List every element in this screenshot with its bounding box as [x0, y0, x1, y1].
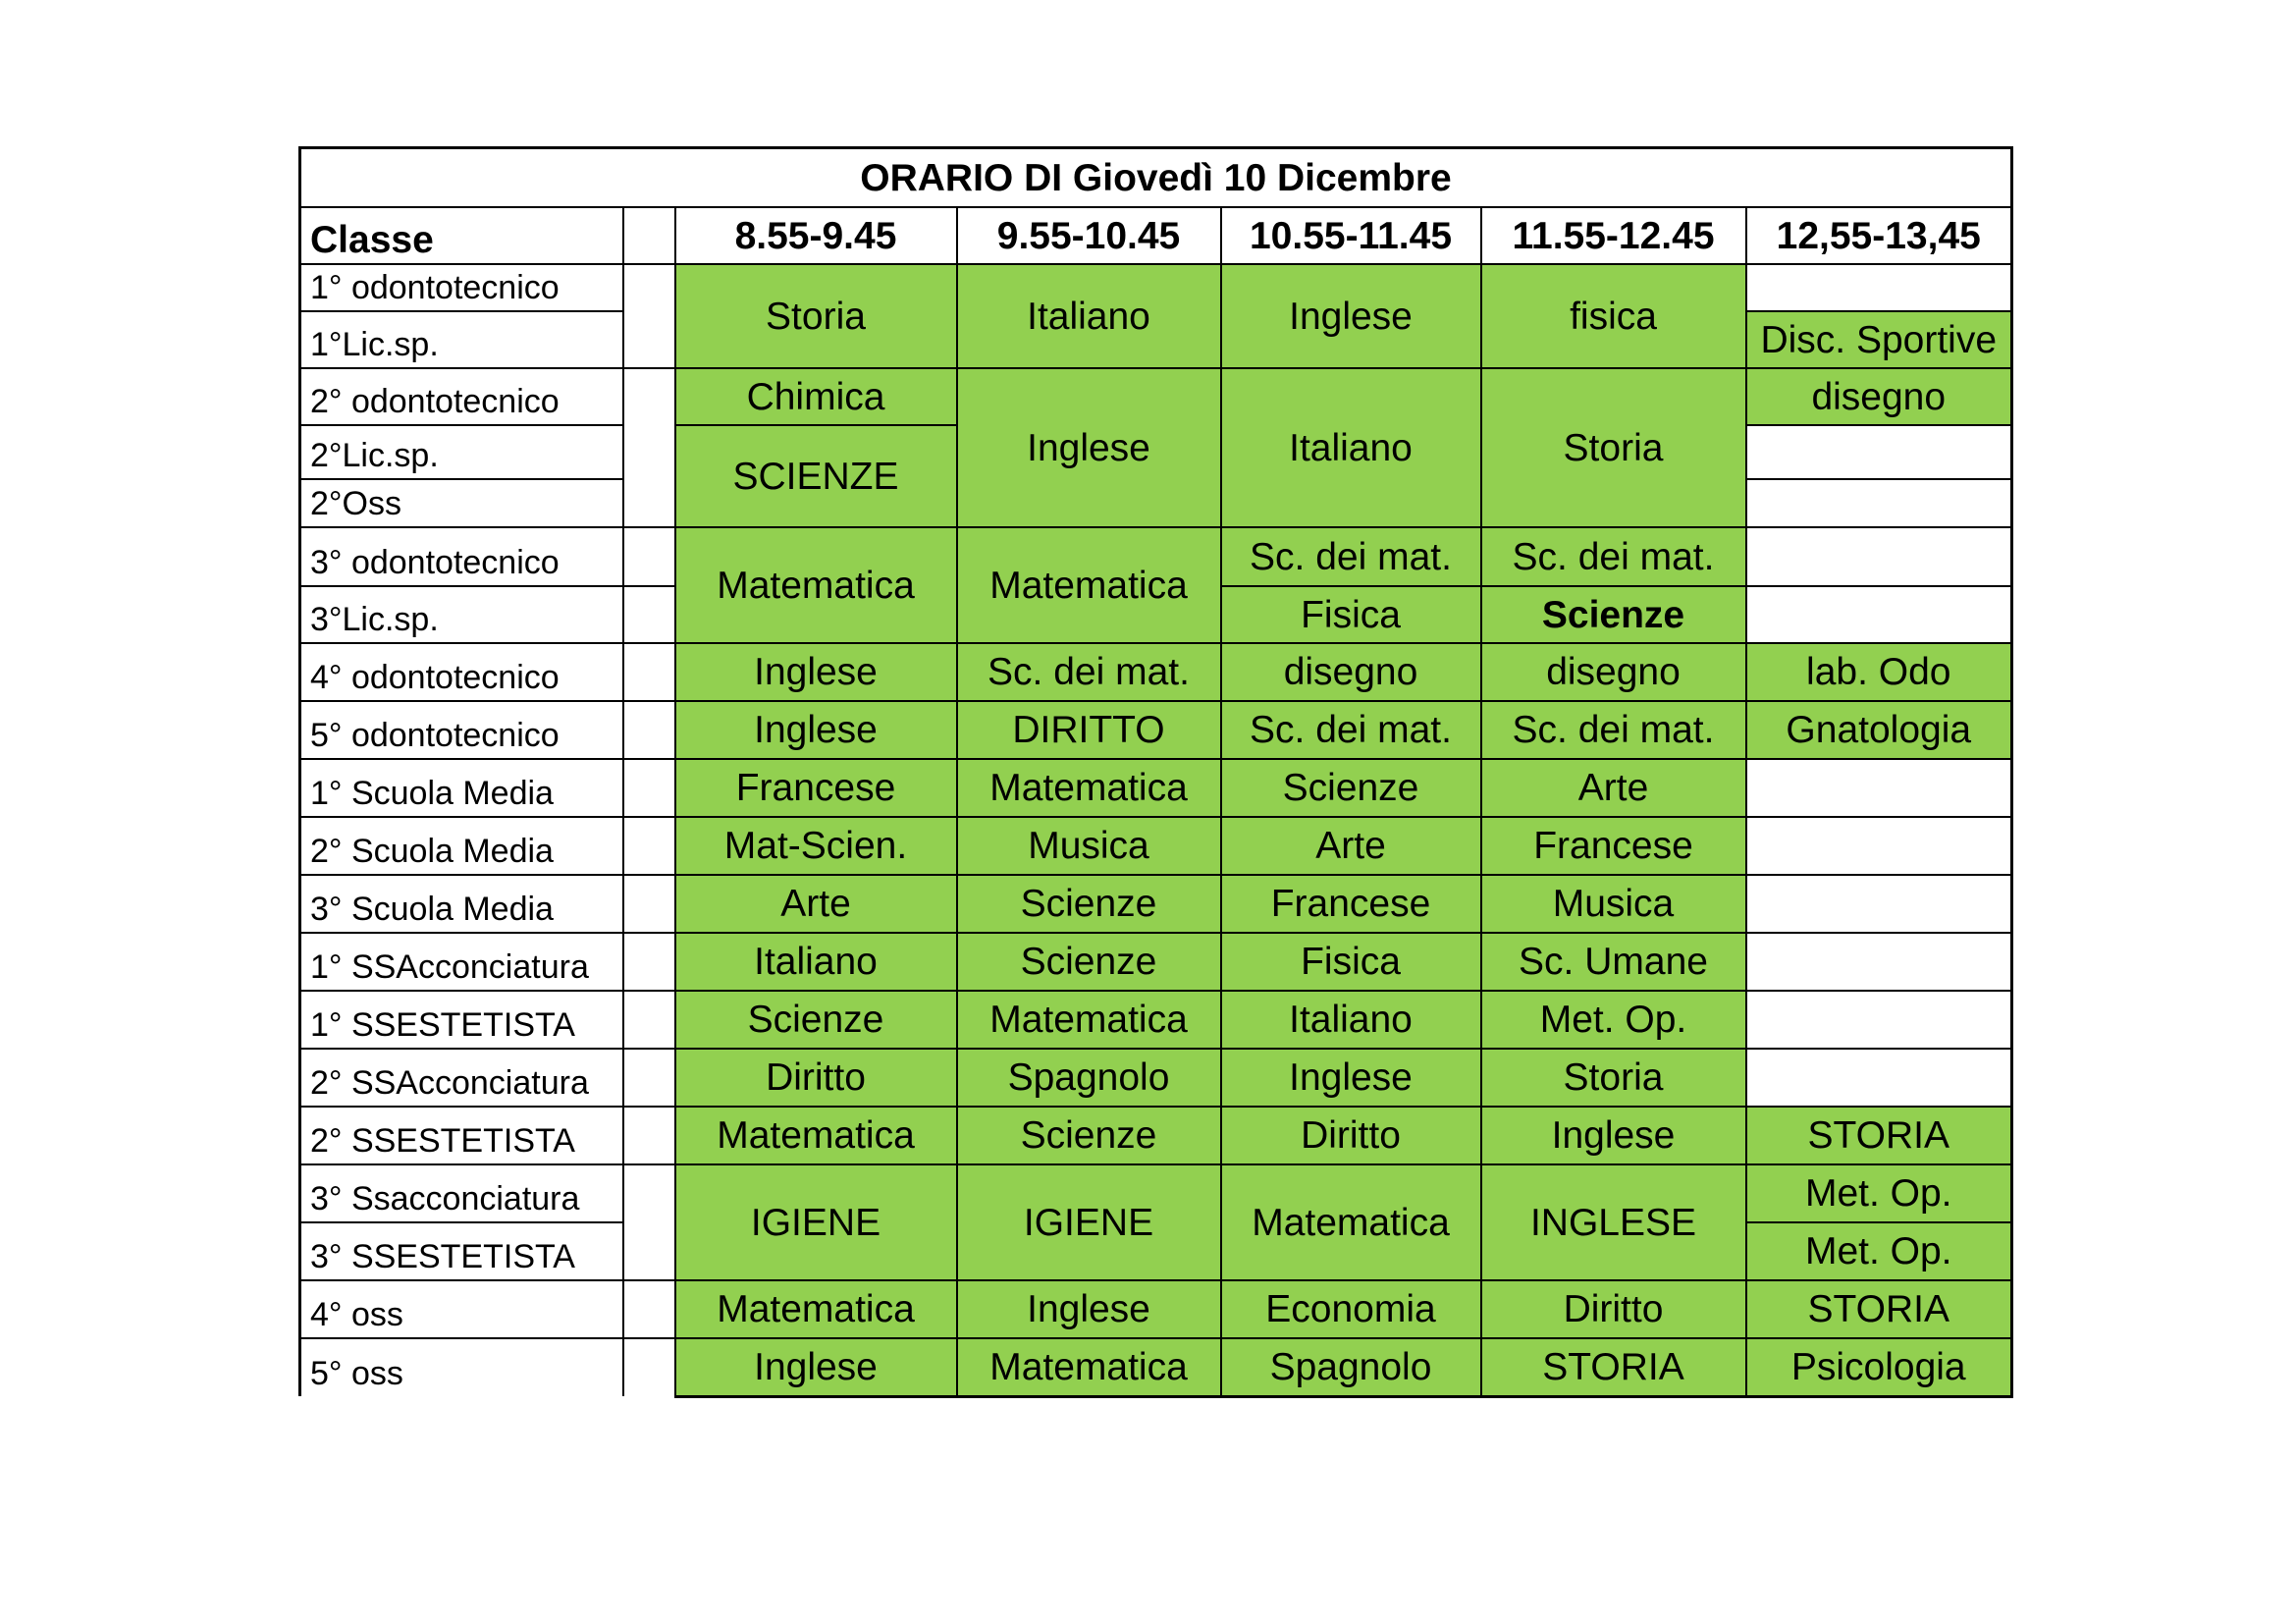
lesson-cell: STORIA	[1481, 1338, 1746, 1396]
class-name: 4° oss	[300, 1280, 623, 1338]
lesson-cell	[1746, 759, 2012, 817]
class-name: 3° Ssacconciatura	[300, 1164, 623, 1222]
lesson-cell: Musica	[1481, 875, 1746, 933]
table-row	[300, 1049, 2012, 1107]
lesson-cell: Italiano	[957, 264, 1221, 368]
lesson-cell: Spagnolo	[957, 1049, 1221, 1107]
slot-header-4: 11.55-12.45	[1481, 207, 1746, 264]
lesson-cell: Scienze	[1221, 759, 1481, 817]
lesson-cell: Met. Op.	[1746, 1164, 2012, 1222]
lesson-cell: Scienze	[957, 875, 1221, 933]
lesson-cell: Storia	[1481, 368, 1746, 527]
spacer-cell	[623, 875, 675, 933]
lesson-cell: Scienze	[675, 991, 957, 1049]
slot-header-3: 10.55-11.45	[1221, 207, 1481, 264]
lesson-cell: lab. Odo	[1746, 643, 2012, 701]
table-row	[300, 1164, 2012, 1222]
table-row	[300, 759, 2012, 817]
spacer-cell	[623, 368, 675, 527]
lesson-cell: Mat-Scien.	[675, 817, 957, 875]
lesson-cell: Matematica	[957, 991, 1221, 1049]
slot-header-2: 9.55-10.45	[957, 207, 1221, 264]
table-row	[300, 991, 2012, 1049]
spacer-cell	[623, 1049, 675, 1107]
lesson-cell: Sc. dei mat.	[1221, 527, 1481, 586]
lesson-cell: Scienze	[957, 1107, 1221, 1164]
table-row	[300, 817, 2012, 875]
lesson-cell: Psicologia	[1746, 1338, 2012, 1396]
lesson-cell: Disc. Sportive	[1746, 311, 2012, 368]
spacer-cell	[623, 527, 675, 586]
lesson-cell: disegno	[1746, 368, 2012, 425]
lesson-cell: Diritto	[1481, 1280, 1746, 1338]
lesson-cell: Matematica	[1221, 1164, 1481, 1280]
lesson-cell: IGIENE	[675, 1164, 957, 1280]
lesson-cell: Scienze	[957, 933, 1221, 991]
timetable	[298, 146, 2013, 1398]
lesson-cell: STORIA	[1746, 1280, 2012, 1338]
lesson-cell: Musica	[957, 817, 1221, 875]
spacer-cell	[623, 1164, 675, 1280]
spacer-cell	[623, 933, 675, 991]
slot-header-5: 12,55-13,45	[1746, 207, 2012, 264]
lesson-cell: Matematica	[675, 1280, 957, 1338]
table-row	[300, 1338, 2012, 1396]
lesson-cell: DIRITTO	[957, 701, 1221, 759]
class-name: 5° odontotecnico	[300, 701, 623, 759]
lesson-cell: Italiano	[1221, 991, 1481, 1049]
lesson-cell: Italiano	[675, 933, 957, 991]
class-name: 1° SSAcconciatura	[300, 933, 623, 991]
lesson-cell: Sc. dei mat.	[957, 643, 1221, 701]
lesson-cell: SCIENZE	[675, 425, 957, 527]
slot-header-1: 8.55-9.45	[675, 207, 957, 264]
lesson-cell: Matematica	[957, 527, 1221, 643]
spacer-header	[623, 207, 675, 264]
class-name: 1°Lic.sp.	[300, 311, 623, 368]
lesson-cell: Arte	[675, 875, 957, 933]
lesson-cell: fisica	[1481, 264, 1746, 368]
lesson-cell: Gnatologia	[1746, 701, 2012, 759]
lesson-cell: IGIENE	[957, 1164, 1221, 1280]
lesson-cell: Fisica	[1221, 586, 1481, 643]
lesson-cell: disegno	[1221, 643, 1481, 701]
lesson-cell: Francese	[1221, 875, 1481, 933]
lesson-cell: Met. Op.	[1746, 1222, 2012, 1280]
lesson-cell: Inglese	[675, 643, 957, 701]
class-name: 1° SSESTETISTA	[300, 991, 623, 1049]
lesson-cell: Italiano	[1221, 368, 1481, 527]
spacer-cell	[623, 991, 675, 1049]
class-name: 4° odontotecnico	[300, 643, 623, 701]
lesson-cell: Matematica	[675, 527, 957, 643]
class-name: 3° Scuola Media	[300, 875, 623, 933]
class-name: 3° odontotecnico	[300, 527, 623, 586]
spacer-cell	[623, 759, 675, 817]
lesson-cell: Inglese	[1481, 1107, 1746, 1164]
spacer-cell	[623, 701, 675, 759]
lesson-cell: Inglese	[1221, 264, 1481, 368]
lesson-cell: Storia	[1481, 1049, 1746, 1107]
lesson-cell: Arte	[1221, 817, 1481, 875]
class-name: 2° SSAcconciatura	[300, 1049, 623, 1107]
spacer-cell	[623, 1338, 675, 1396]
lesson-cell: Spagnolo	[1221, 1338, 1481, 1396]
class-name: 2°Lic.sp.	[300, 425, 623, 479]
lesson-cell: Economia	[1221, 1280, 1481, 1338]
lesson-cell: Inglese	[675, 701, 957, 759]
class-name: 3°Lic.sp.	[300, 586, 623, 643]
lesson-cell: Inglese	[957, 1280, 1221, 1338]
class-name: 1° odontotecnico	[300, 264, 623, 311]
table-row	[300, 368, 2012, 425]
lesson-cell: Matematica	[957, 759, 1221, 817]
lesson-cell: Inglese	[957, 368, 1221, 527]
class-name: 2° SSESTETISTA	[300, 1107, 623, 1164]
lesson-cell: Francese	[1481, 817, 1746, 875]
lesson-cell: Sc. Umane	[1481, 933, 1746, 991]
lesson-cell: Sc. dei mat.	[1481, 701, 1746, 759]
lesson-cell: Arte	[1481, 759, 1746, 817]
spacer-cell	[623, 264, 675, 368]
lesson-cell: Inglese	[1221, 1049, 1481, 1107]
table-row	[300, 701, 2012, 759]
lesson-cell	[1746, 527, 2012, 586]
spacer-cell	[623, 817, 675, 875]
spacer-cell	[623, 586, 675, 643]
class-name: 3° SSESTETISTA	[300, 1222, 623, 1280]
page-title: ORARIO DI Giovedì 10 Dicembre	[300, 148, 2012, 208]
table-row	[300, 1280, 2012, 1338]
lesson-cell: Matematica	[957, 1338, 1221, 1396]
class-name: 2°Oss	[300, 479, 623, 527]
spacer-cell	[623, 643, 675, 701]
class-name: 2° odontotecnico	[300, 368, 623, 425]
lesson-cell	[1746, 933, 2012, 991]
table-row	[300, 264, 2012, 311]
lesson-cell	[1746, 991, 2012, 1049]
table-row	[300, 527, 2012, 586]
lesson-cell	[1746, 425, 2012, 479]
lesson-cell: Storia	[675, 264, 957, 368]
title-row	[300, 148, 2012, 208]
lesson-cell: Matematica	[675, 1107, 957, 1164]
lesson-cell	[1746, 817, 2012, 875]
lesson-cell: Francese	[675, 759, 957, 817]
lesson-cell	[1746, 1049, 2012, 1107]
class-name: 5° oss	[300, 1338, 623, 1396]
lesson-cell: Scienze	[1481, 586, 1746, 643]
lesson-cell	[1746, 586, 2012, 643]
header-row	[300, 207, 2012, 264]
table-row	[300, 1107, 2012, 1164]
spacer-cell	[623, 1107, 675, 1164]
class-column-header: Classe	[300, 207, 623, 264]
lesson-cell: disegno	[1481, 643, 1746, 701]
table-row	[300, 643, 2012, 701]
lesson-cell: Sc. dei mat.	[1221, 701, 1481, 759]
lesson-cell: INGLESE	[1481, 1164, 1746, 1280]
lesson-cell: Fisica	[1221, 933, 1481, 991]
table-row	[300, 875, 2012, 933]
lesson-cell: Sc. dei mat.	[1481, 527, 1746, 586]
lesson-cell: Chimica	[675, 368, 957, 425]
lesson-cell: Met. Op.	[1481, 991, 1746, 1049]
lesson-cell	[1746, 875, 2012, 933]
table-row	[300, 933, 2012, 991]
lesson-cell: Diritto	[1221, 1107, 1481, 1164]
lesson-cell: STORIA	[1746, 1107, 2012, 1164]
lesson-cell	[1746, 479, 2012, 527]
spacer-cell	[623, 1280, 675, 1338]
lesson-cell: Inglese	[675, 1338, 957, 1396]
lesson-cell	[1746, 264, 2012, 311]
lesson-cell: Diritto	[675, 1049, 957, 1107]
class-name: 1° Scuola Media	[300, 759, 623, 817]
class-name: 2° Scuola Media	[300, 817, 623, 875]
